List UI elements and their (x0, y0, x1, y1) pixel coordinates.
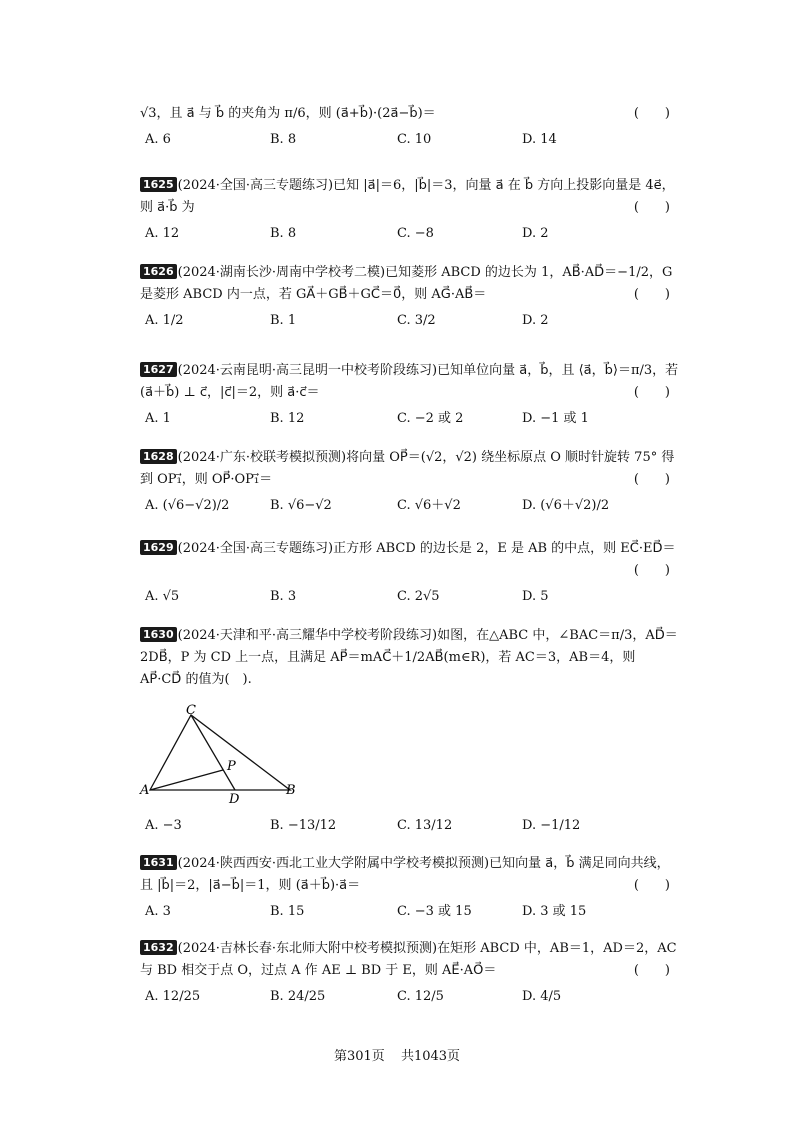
question-1630 (140, 625, 680, 691)
label-a: A (140, 783, 150, 798)
option-a[interactable]: A. (√6−√2)/2 (145, 498, 230, 513)
option-d[interactable]: D. 2 (522, 313, 549, 328)
question-number: 1628 (140, 449, 177, 464)
answer-blank: ( ) (633, 385, 670, 400)
answer-blank: ( ) (633, 563, 670, 578)
triangle-abc (150, 715, 290, 790)
segment-ap (150, 770, 223, 790)
question-1624-tail (140, 103, 680, 153)
option-b[interactable]: B. 8 (270, 226, 297, 241)
option-c[interactable]: C. 12/5 (397, 989, 444, 1004)
option-c[interactable]: C. 10 (397, 132, 432, 147)
option-b[interactable]: B. 24/25 (270, 989, 326, 1004)
option-c[interactable]: C. 3/2 (397, 313, 436, 328)
label-b: B (286, 783, 296, 798)
option-b[interactable]: B. √6−√2 (270, 498, 332, 513)
question-number: 1626 (140, 264, 177, 279)
question-stem: √3，且 a⃗ 与 b⃗ 的夹角为 π/6，则 (a⃗+b⃗)·(2a⃗−b⃗)＝ (140, 106, 436, 121)
option-d[interactable]: D. −1 或 1 (522, 411, 589, 426)
option-a[interactable]: A. 12 (145, 226, 180, 241)
options (140, 408, 680, 432)
option-a[interactable]: A. 12/25 (145, 989, 201, 1004)
question-number: 1631 (140, 855, 177, 870)
question-1631 (140, 853, 680, 925)
label-d: D (229, 792, 240, 807)
options (140, 901, 680, 925)
option-b[interactable]: B. 8 (270, 132, 297, 147)
option-b[interactable]: B. 3 (270, 589, 297, 604)
option-a[interactable]: A. 3 (145, 904, 171, 919)
answer-blank: ( ) (633, 200, 670, 215)
page-footer (0, 1045, 794, 1064)
question-number: 1627 (140, 362, 177, 377)
option-c[interactable]: C. −2 或 2 (397, 411, 464, 426)
options (140, 129, 680, 153)
option-d[interactable]: D. 5 (522, 589, 549, 604)
option-b[interactable]: B. 15 (270, 904, 305, 919)
option-b[interactable]: B. −13/12 (270, 818, 337, 833)
question-stem: (2024·天津和平·高三耀华中学校考阶段练习)如图，在△ABC 中，∠BAC＝π/3，AD⃗＝2DB⃗，P 为 CD 上一点，且满足 AP⃗＝mAC⃗＋1/2AB⃗(m∈R)，若 AC＝3，AB＝4，则 AP⃗·CD⃗ 的值为( ). (140, 628, 678, 687)
question-1626 (140, 262, 680, 334)
option-c[interactable]: C. −3 或 15 (397, 904, 472, 919)
option-d[interactable]: D. −1/12 (522, 818, 581, 833)
answer-blank: ( ) (633, 106, 670, 121)
options (140, 223, 680, 247)
question-stem: (2024·全国·高三专题练习)正方形 ABCD 的边长是 2，E 是 AB 的中点，则 EC⃗·ED⃗＝ (177, 541, 676, 556)
question-1627 (140, 360, 680, 432)
options (140, 495, 680, 519)
option-c[interactable]: C. 13/12 (397, 818, 453, 833)
option-d[interactable]: D. 3 或 15 (522, 904, 587, 919)
question-stem: (2024·湖南长沙·周南中学校考二模)已知菱形 ABCD 的边长为 1，AB⃗·AD⃗＝−1/2，G 是菱形 ABCD 内一点，若 GA⃗＋GB⃗＋GC⃗＝0⃗，则 AG⃗·AB⃗＝ (140, 265, 673, 302)
segment-cd (191, 715, 235, 790)
options (140, 310, 680, 334)
question-number: 1625 (140, 177, 177, 192)
question-1625 (140, 175, 680, 247)
option-d[interactable]: D. (√6＋√2)/2 (522, 498, 610, 513)
question-stem: (2024·广东·校联考模拟预测)将向量 OP⃗＝(√2，√2) 绕坐标原点 O 顺时针旋转 75° 得到 OP₁⃗，则 OP⃗·OP₁⃗＝ (140, 450, 675, 487)
question-stem: (2024·云南昆明·高三昆明一中校考阶段练习)已知单位向量 a⃗，b⃗，且 ⟨a⃗，b⃗⟩＝π/3，若 (a⃗＋b⃗) ⊥ c⃗，|c⃗|＝2，则 a⃗·c⃗＝ (140, 363, 679, 400)
option-d[interactable]: D. 2 (522, 226, 549, 241)
option-b[interactable]: B. 12 (270, 411, 305, 426)
option-a[interactable]: A. −3 (145, 818, 182, 833)
option-c[interactable]: C. −8 (397, 226, 434, 241)
question-1632 (140, 938, 680, 1010)
option-a[interactable]: A. 6 (145, 132, 171, 147)
triangle-figure (138, 700, 308, 810)
answer-blank: ( ) (633, 472, 670, 487)
answer-blank: ( ) (633, 287, 670, 302)
question-1629 (140, 538, 680, 610)
page-total: 共1043页 (400, 1049, 461, 1064)
question-stem: (2024·全国·高三专题练习)已知 |a⃗|＝6，|b⃗|＝3，向量 a⃗ 在 b⃗ 方向上投影向量是 4e⃗，则 a⃗·b⃗ 为 (140, 178, 675, 215)
page-number: 第301页 (333, 1049, 385, 1064)
option-c[interactable]: C. 2√5 (397, 589, 440, 604)
answer-blank: ( ) (633, 963, 670, 978)
question-stem: (2024·吉林长春·东北师大附中校考模拟预测)在矩形 ABCD 中，AB＝1，AD＝2，AC 与 BD 相交于点 O，过点 A 作 AE ⊥ BD 于 E，则 AE⃗·AO⃗＝ (140, 941, 677, 978)
option-c[interactable]: C. √6＋√2 (397, 498, 461, 513)
option-a[interactable]: A. 1/2 (145, 313, 184, 328)
question-stem: (2024·陕西西安·西北工业大学附属中学校考模拟预测)已知向量 a⃗，b⃗ 满足同向共线，且 |b⃗|＝2，|a⃗−b⃗|＝1，则 (a⃗＋b⃗)·a⃗＝ (140, 856, 670, 893)
option-d[interactable]: D. 4/5 (522, 989, 562, 1004)
question-number: 1632 (140, 940, 177, 955)
option-a[interactable]: A. 1 (145, 411, 171, 426)
option-b[interactable]: B. 1 (270, 313, 297, 328)
options (140, 986, 680, 1010)
options (140, 586, 680, 610)
question-1630-options (140, 815, 680, 839)
option-d[interactable]: D. 14 (522, 132, 557, 147)
question-number: 1629 (140, 540, 177, 555)
options (140, 815, 680, 839)
question-number: 1630 (140, 627, 177, 642)
label-p: P (227, 759, 236, 774)
answer-blank: ( ) (633, 878, 670, 893)
label-c: C (186, 703, 196, 718)
option-a[interactable]: A. √5 (145, 589, 180, 604)
question-1628 (140, 447, 680, 519)
